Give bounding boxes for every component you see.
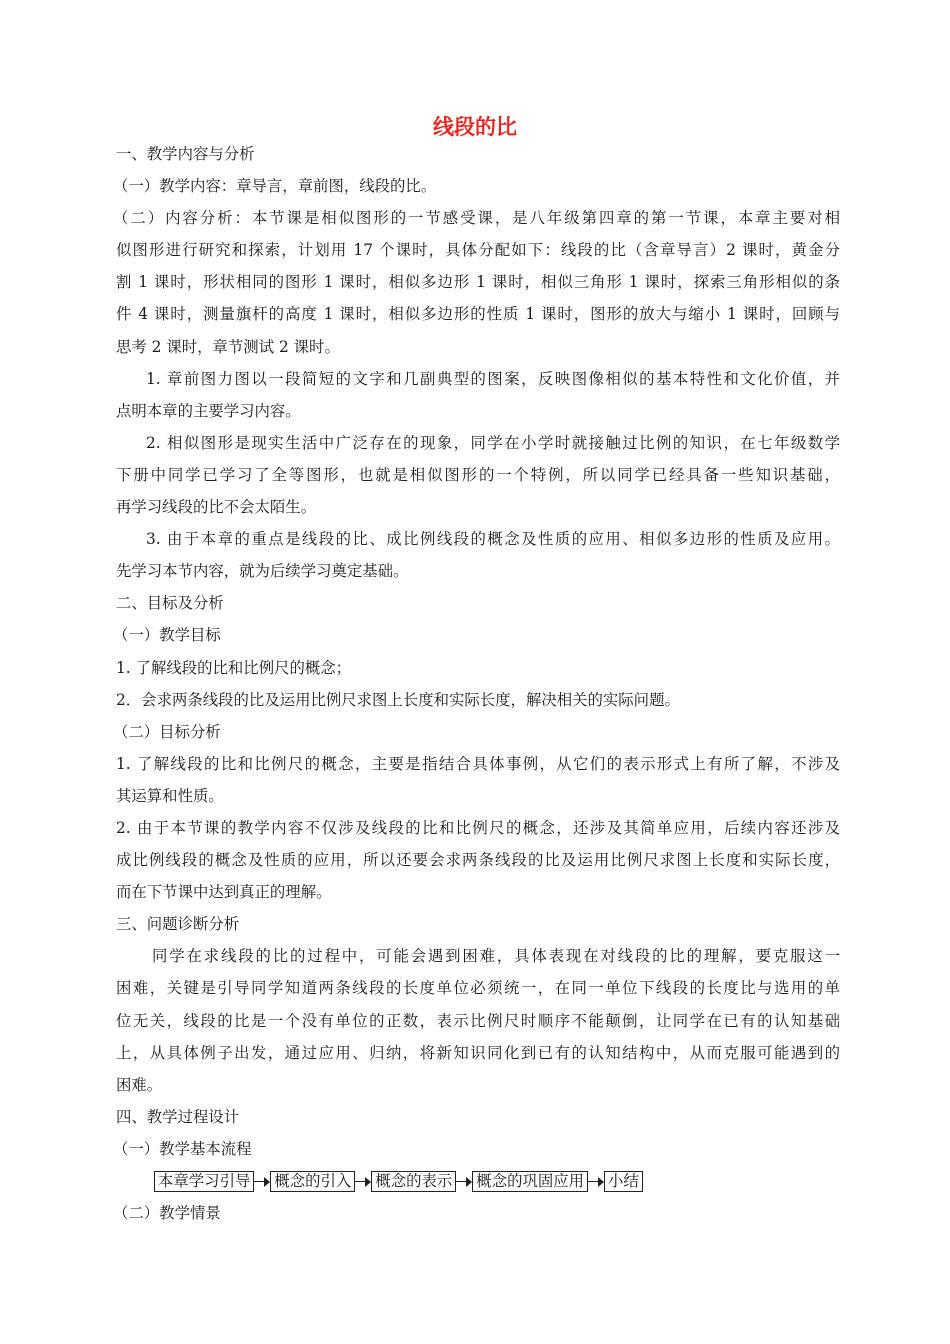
flow-step: 概念的表示 — [371, 1171, 456, 1192]
paragraph-line: 先学习本节内容，就为后续学习奠定基础。 — [116, 562, 409, 581]
paragraph-line: 上，从具体例子出发，通过应用、归纳，将新知识同化到已有的认知结构中，从而克服可能遇到的 — [116, 1043, 840, 1062]
arrow-right-icon — [588, 1172, 604, 1191]
paragraph-line: （一）教学内容：章导言，章前图，线段的比。 — [113, 177, 437, 196]
subsection-heading: （一）教学目标 — [113, 626, 221, 645]
paragraph-line: 同学在求线段的比的过程中，可能会遇到困难，具体表现在对线段的比的理解，要克服这一 — [152, 947, 840, 966]
paragraph-line: 3. 由于本章的重点是线段的比、成比例线段的概念及性质的应用、相似多边形的性质及应用。 — [146, 530, 840, 549]
paragraph-line: 困难，关键是引导同学知道两条线段的长度单位必须统一，在同一单位下线段的长度比与选用的单 — [116, 979, 840, 998]
paragraph-line: 点明本章的主要学习内容。 — [116, 401, 301, 420]
paragraph-line: 位无关，线段的比是一个没有单位的正数，表示比例尺时顺序不能颠倒，让同学在已有的认知基础 — [116, 1011, 840, 1030]
section-heading: 二、目标及分析 — [116, 594, 224, 613]
subsection-heading: （二）教学情景 — [113, 1204, 221, 1223]
paragraph-line: 下册中同学已学习了全等图形，也就是相似图形的一个特例，所以同学已经具备一些知识基础， — [116, 465, 840, 484]
paragraph-line: 其运算和性质。 — [116, 786, 224, 805]
flowchart — [116, 1165, 840, 1197]
arrow-right-icon — [456, 1172, 472, 1191]
section-heading: 四、教学过程设计 — [116, 1107, 240, 1126]
paragraph-line: 1. 了解线段的比和比例尺的概念，主要是指结合具体事例，从它们的表示形式上有所了解，不涉及 — [116, 754, 840, 773]
paragraph-line: 割 1 课时，形状相同的图形 1 课时，相似多边形 1 课时，相似三角形 1 课时，探索三角形相似的条 — [116, 273, 840, 292]
flow-step: 概念的引入 — [270, 1171, 355, 1192]
paragraph-line: 1. 章前图力图以一段简短的文字和几副典型的图案，反映图像相似的基本特性和文化价值，并 — [146, 369, 840, 388]
subsection-heading: （一）教学基本流程 — [113, 1139, 252, 1158]
paragraph-line: 困难。 — [116, 1075, 163, 1094]
paragraph-line: 2. 相似图形是现实生活中广泛存在的现象，同学在小学时就接触过比例的知识，在七年级数学 — [146, 433, 840, 452]
paragraph-line: 思考 2 课时，章节测试 2 课时。 — [116, 337, 340, 356]
document-body — [113, 138, 840, 1229]
paragraph-line: （二）内容分析：本节课是相似图形的一节感受课，是八年级第四章的第一节课，本章主要对相 — [113, 209, 840, 228]
paragraph-line: 件 4 课时，测量旗杆的高度 1 课时，相似多边形的性质 1 课时，图形的放大与缩小 1 课时，回顾与 — [116, 305, 840, 324]
paragraph-line: 而在下节课中达到真正的理解。 — [116, 883, 332, 902]
section-heading: 三、问题诊断分析 — [116, 915, 240, 934]
paragraph-line: 2. 由于本节课的教学内容不仅涉及线段的比和比例尺的概念，还涉及其简单应用，后续内容还涉及 — [116, 818, 840, 837]
flow-step: 小结 — [604, 1171, 643, 1192]
goal-item: 2．会求两条线段的比及运用比例尺求图上长度和实际长度，解决相关的实际问题。 — [116, 690, 680, 709]
section-heading: 一、教学内容与分析 — [116, 145, 255, 163]
flow-step: 本章学习引导 — [154, 1171, 254, 1192]
subsection-heading: （二）目标分析 — [113, 722, 221, 741]
paragraph-line: 似图形进行研究和探索，计划用 17 个课时，具体分配如下：线段的比（含章导言）2 课时，黄金分 — [116, 241, 840, 260]
paragraph-line: 再学习线段的比不会太陌生。 — [116, 498, 317, 517]
flow-step: 概念的巩固应用 — [472, 1171, 588, 1192]
arrow-right-icon — [355, 1172, 371, 1191]
document-title: 线段的比 — [433, 115, 517, 139]
goal-item: 1. 了解线段的比和比例尺的概念； — [116, 658, 352, 677]
paragraph-line: 成比例线段的概念及性质的应用，所以还要会求两条线段的比及运用比例尺求图上长度和实际长度， — [116, 851, 840, 870]
arrow-right-icon — [254, 1172, 270, 1191]
